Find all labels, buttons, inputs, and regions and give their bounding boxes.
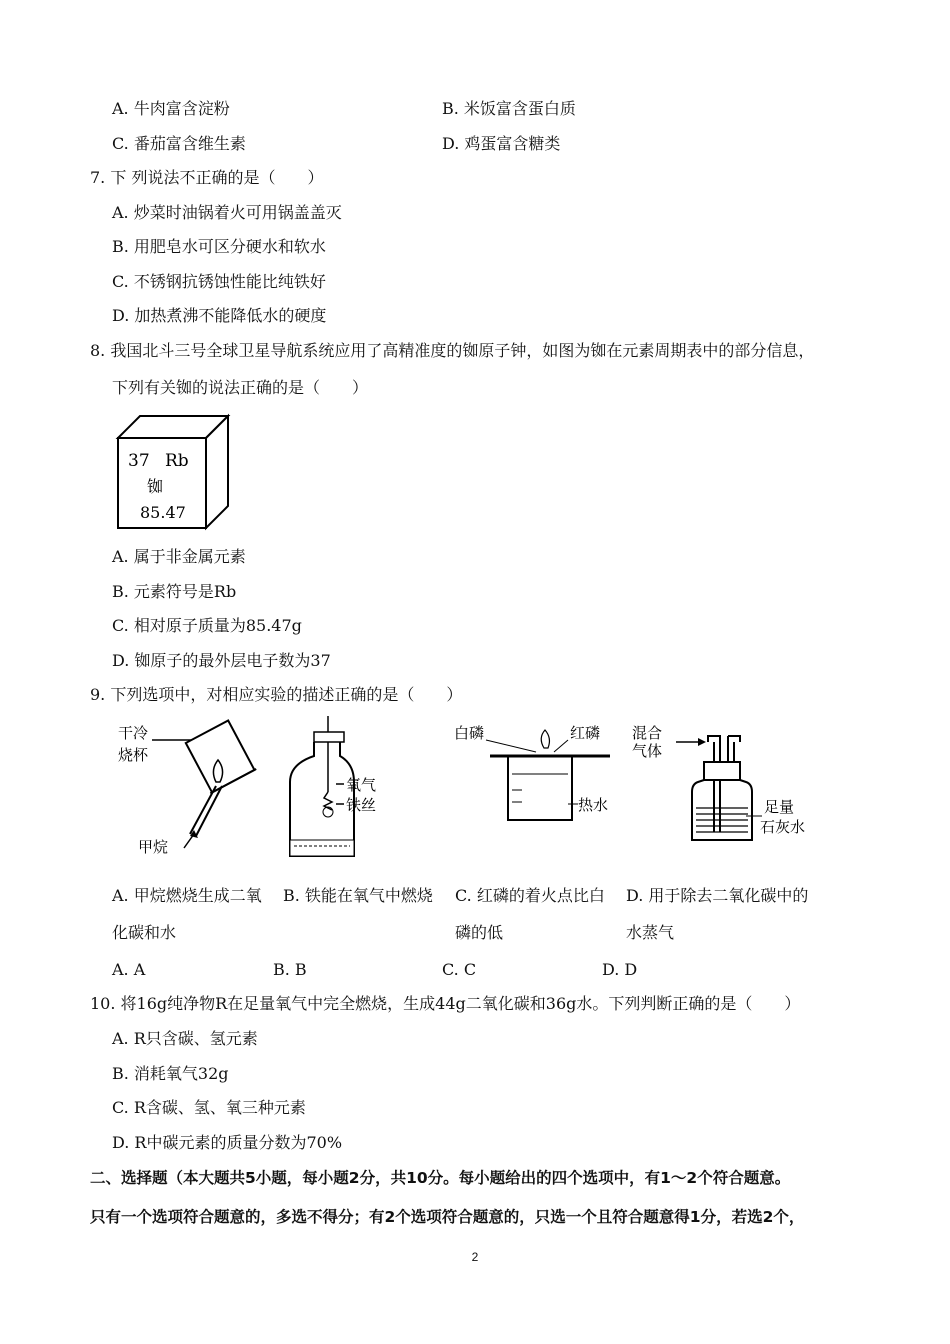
rubidium-element-cube [110, 410, 240, 535]
q9-desc-b: B. 铁能在氧气中燃烧 [283, 886, 433, 905]
q9-desc-c-line2: 磷的低 [455, 923, 504, 942]
q9-desc-a-line2: 化碳和水 [112, 923, 177, 942]
fig-c-label-red-phosphorus: 红磷 [570, 724, 601, 742]
q8-option-b: B. 元素符号是Rb [112, 582, 237, 601]
q9-desc-a-line1: A. 甲烷燃烧生成二氧 [112, 886, 262, 905]
q6-option-a: A. 牛肉富含淀粉 [112, 99, 230, 118]
q9-option-c: C. C [442, 960, 477, 979]
q7-stem: 7. 下 列说法不正确的是（ ） [90, 168, 324, 187]
fig-a-label-methane: 甲烷 [138, 838, 169, 856]
fig-a-label-dry-cold: 干冷 [118, 724, 149, 742]
q6-option-d: D. 鸡蛋富含糖类 [442, 134, 561, 153]
q9-option-d: D. D [602, 960, 638, 979]
q7-option-b: B. 用肥皂水可区分硬水和软水 [112, 237, 326, 256]
q9-option-a: A. A [112, 960, 146, 979]
fig-a-label-beaker: 烧杯 [118, 746, 149, 764]
q8-option-c: C. 相对原子质量为85.47g [112, 616, 302, 635]
page-number: 2 [471, 1250, 479, 1264]
cube-atomic-mass: 85.47 [140, 503, 186, 522]
figure-b-iron-in-oxygen [280, 712, 420, 862]
q7-option-c: C. 不锈钢抗锈蚀性能比纯铁好 [112, 272, 326, 291]
q10-stem: 10. 将16g纯净物R在足量氧气中完全燃烧，生成44g二氧化碳和36g水。下列判断正确的是（ ） [90, 994, 801, 1013]
cube-atomic-number: 37 [128, 451, 150, 471]
fig-d-label-limewater: 石灰水 [760, 818, 806, 836]
cube-symbol: Rb [165, 451, 189, 471]
q10-option-d: D. R中碳元素的质量分数为70% [112, 1133, 343, 1152]
section2-header-line1: 二、选择题（本大题共5小题，每小题2分，共10分。每小题给出的四个选项中，有1～2个符合题意。 [90, 1169, 791, 1187]
fig-c-label-white-phosphorus: 白磷 [454, 724, 485, 742]
q10-option-a: A. R只含碳、氢元素 [112, 1029, 258, 1048]
q7-option-a: A. 炒菜时油锅着火可用锅盖盖灭 [112, 203, 342, 222]
fig-d-label-gas: 气体 [632, 742, 663, 760]
q9-desc-d-line2: 水蒸气 [626, 923, 675, 942]
q6-option-c: C. 番茄富含维生素 [112, 134, 246, 153]
q10-option-c: C. R含碳、氢、氧三种元素 [112, 1098, 306, 1117]
q10-option-b: B. 消耗氧气32g [112, 1064, 229, 1083]
q8-option-d: D. 铷原子的最外层电子数为37 [112, 651, 331, 670]
q8-stem-line2: 下列有关铷的说法正确的是（ ） [112, 378, 369, 397]
fig-b-label-oxygen: 氧气 [346, 776, 377, 794]
q8-option-a: A. 属于非金属元素 [112, 547, 246, 566]
fig-d-label-sufficient: 足量 [764, 798, 795, 816]
fig-d-label-mixed: 混合 [632, 724, 663, 742]
figure-a-methane-combustion [110, 712, 270, 862]
q7-option-d: D. 加热煮沸不能降低水的硬度 [112, 306, 327, 325]
q9-option-b: B. B [273, 960, 307, 979]
figure-d-gas-washing-bottle [628, 712, 828, 852]
q9-desc-c-line1: C. 红磷的着火点比白 [455, 886, 605, 905]
figure-c-phosphorus-ignition [450, 712, 620, 832]
q6-option-b: B. 米饭富含蛋白质 [442, 99, 576, 118]
fig-b-label-iron-wire: 铁丝 [346, 796, 377, 814]
cube-element-name: 铷 [147, 477, 164, 496]
fig-c-label-hot-water: 热水 [578, 796, 609, 814]
q9-stem: 9. 下列选项中，对相应实验的描述正确的是（ ） [90, 685, 463, 704]
q9-desc-d-line1: D. 用于除去二氧化碳中的 [626, 886, 809, 905]
section2-header-line2: 只有一个选项符合题意的，多选不得分；有2个选项符合题意的，只选一个且符合题意得1分，若选2个， [90, 1208, 805, 1226]
q8-stem-line1: 8. 我国北斗三号全球卫星导航系统应用了高精准度的铷原子钟，如图为铷在元素周期表中的部分信息， [90, 341, 815, 360]
